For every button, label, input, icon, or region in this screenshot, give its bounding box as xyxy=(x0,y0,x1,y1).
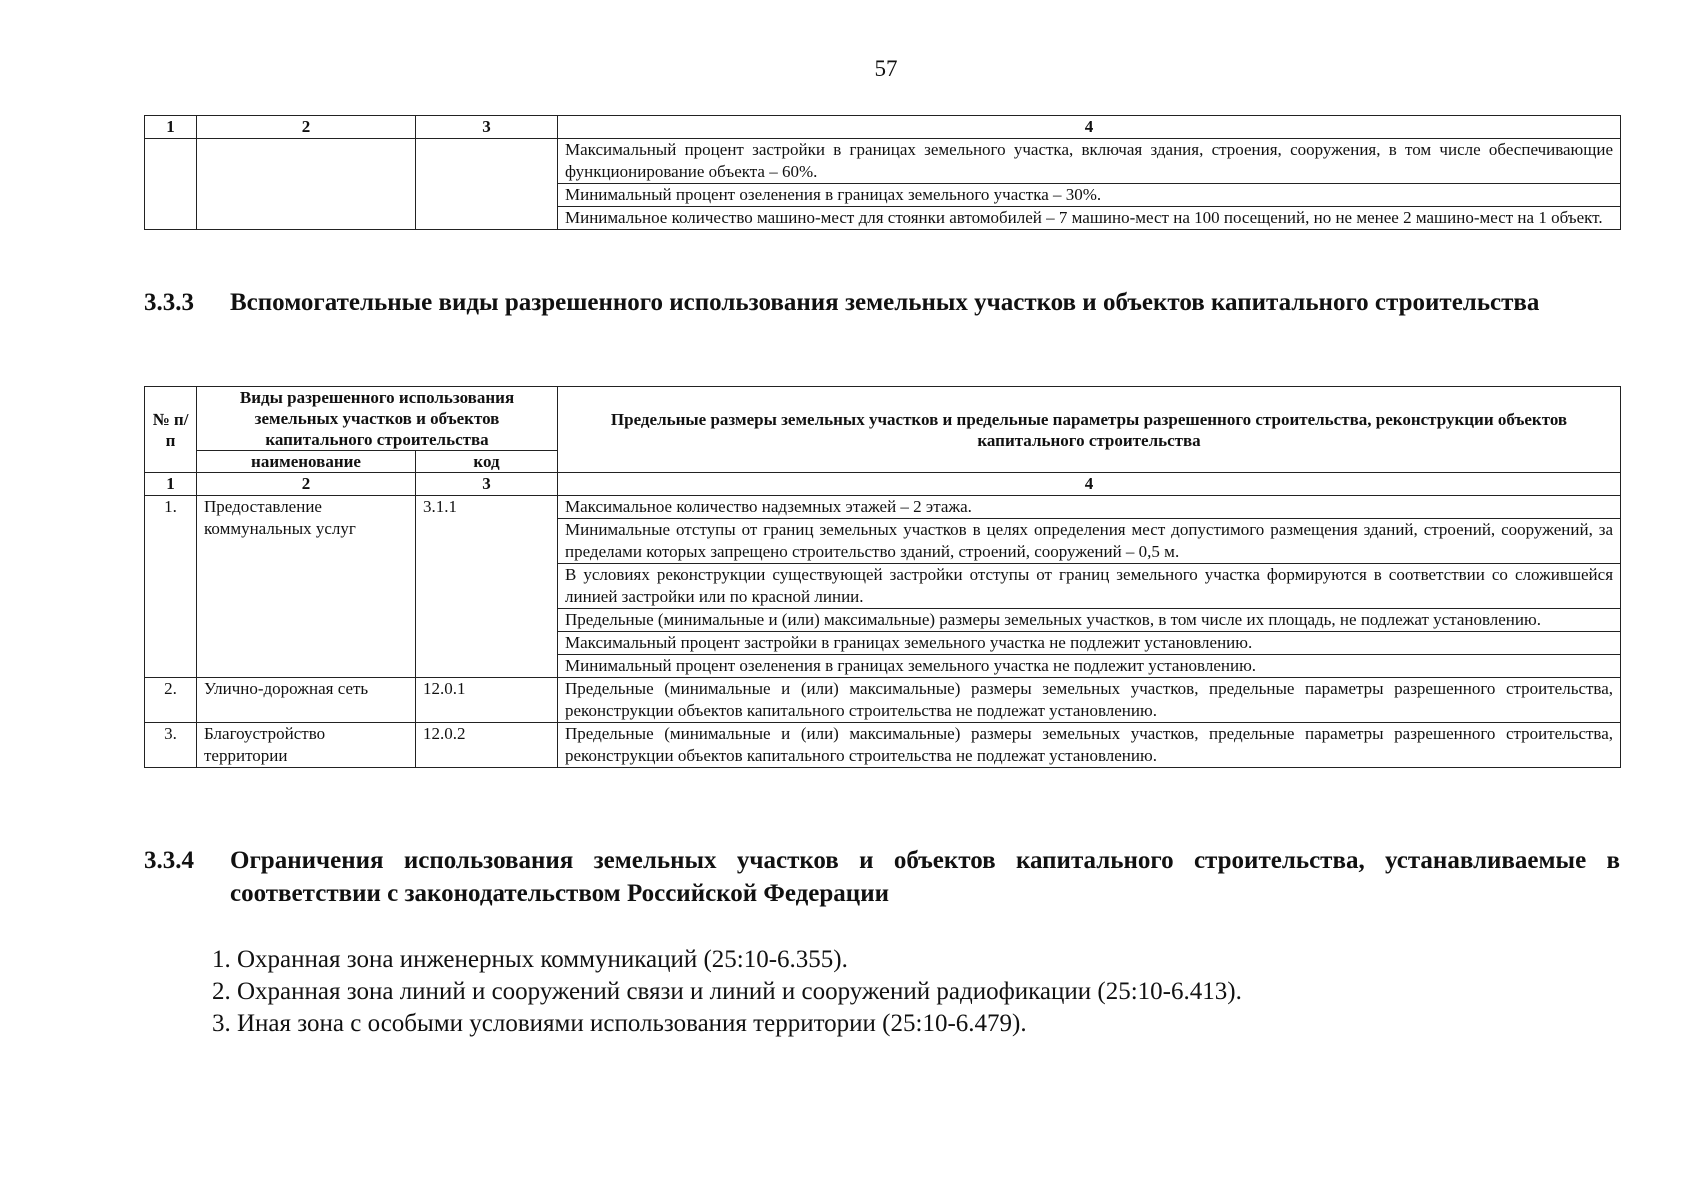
section-heading-333 xyxy=(144,286,1620,319)
param-cell: Минимальные отступы от границ земельных участков в целях определения мест допустимого размещения зданий, строений, сооружений, за пределами которых запрещено строительство зданий, строений, сооружений – 0,5 м. xyxy=(558,519,1621,564)
col-number-4: 4 xyxy=(558,473,1621,496)
param-cell: Максимальное количество надземных этажей – 2 этажа. xyxy=(558,496,1621,519)
col-number-4: 4 xyxy=(558,116,1621,139)
header-code: код xyxy=(416,451,558,473)
use-code: 3.1.1 xyxy=(416,496,558,678)
empty-cell xyxy=(145,139,197,230)
param-cell: Максимальный процент застройки в границах земельного участка, включая здания, строения, сооружения, в том числе обеспечивающие функционирование объекта – 60%. xyxy=(558,139,1621,184)
list-item: 2. Охранная зона линий и сооружений связи и линий и сооружений радиофикации (25:10-6.413). xyxy=(212,978,1242,1005)
row-number: 1. xyxy=(145,496,197,678)
table-row xyxy=(145,678,1621,723)
header-limits: Предельные размеры земельных участков и предельные параметры разрешенного строительства, реконструкции объектов капитального строительства xyxy=(558,387,1621,473)
param-cell: Предельные (минимальные и (или) максимальные) размеры земельных участков, предельные параметры разрешенного строительства, реконструкции объектов капитального строительства не подлежат установлению. xyxy=(558,723,1621,768)
header-use-types: Виды разрешенного использования земельных участков и объектов капитального строительства xyxy=(197,387,558,451)
use-name: Улично-дорожная сеть xyxy=(197,678,416,723)
list-item: 3. Иная зона с особыми условиями использования территории (25:10-6.479). xyxy=(212,1010,1027,1037)
col-number-3: 3 xyxy=(416,116,558,139)
use-name: Предоставление коммунальных услуг xyxy=(197,496,416,678)
param-cell: Минимальное количество машино-мест для стоянки автомобилей – 7 машино-мест на 100 посещений, но не менее 2 машино-мест на 1 объект. xyxy=(558,207,1621,230)
continuation-table xyxy=(144,115,1621,230)
column-numbers-row xyxy=(145,473,1621,496)
col-number-2: 2 xyxy=(197,116,416,139)
use-code: 12.0.1 xyxy=(416,678,558,723)
empty-cell xyxy=(197,139,416,230)
empty-cell xyxy=(416,139,558,230)
table-header-row xyxy=(145,387,1621,451)
param-cell: Минимальный процент озеленения в границах земельного участка – 30%. xyxy=(558,184,1621,207)
restrictions-list xyxy=(212,944,1242,1040)
section-number: 3.3.4 xyxy=(144,847,194,874)
section-number: 3.3.3 xyxy=(144,289,194,316)
col-number-1: 1 xyxy=(145,116,197,139)
table-row xyxy=(145,496,1621,519)
section-title: Ограничения использования земельных участков и объектов капитального строительства, устанавливаемые в соответствии с законодательством Российской Федерации xyxy=(230,847,1620,907)
row-number: 2. xyxy=(145,678,197,723)
col-number-3: 3 xyxy=(416,473,558,496)
use-name: Благоустройство территории xyxy=(197,723,416,768)
section-heading-334 xyxy=(144,844,1620,910)
param-cell: Предельные (минимальные и (или) максимальные) размеры земельных участков, предельные параметры разрешенного строительства, реконструкции объектов капитального строительства не подлежат установлению. xyxy=(558,678,1621,723)
use-code: 12.0.2 xyxy=(416,723,558,768)
param-cell: Максимальный процент застройки в границах земельного участка не подлежит установлению. xyxy=(558,632,1621,655)
table-row xyxy=(145,723,1621,768)
header-name: наименование xyxy=(197,451,416,473)
section-title: Вспомогательные виды разрешенного использования земельных участков и объектов капитального строительства xyxy=(230,289,1540,316)
col-number-2: 2 xyxy=(197,473,416,496)
aux-use-table xyxy=(144,386,1621,768)
param-cell: В условиях реконструкции существующей застройки отступы от границ земельного участка формируются в соответствии со сложившейся линией застройки или по красной линии. xyxy=(558,564,1621,609)
row-number: 3. xyxy=(145,723,197,768)
continuation-header-row xyxy=(145,116,1621,139)
col-number-1: 1 xyxy=(145,473,197,496)
param-cell: Предельные (минимальные и (или) максимальные) размеры земельных участков, в том числе их площадь, не подлежат установлению. xyxy=(558,609,1621,632)
header-number: № п/п xyxy=(145,387,197,473)
list-item: 1. Охранная зона инженерных коммуникаций (25:10-6.355). xyxy=(212,946,848,973)
table-row xyxy=(145,139,1621,184)
page-number: 57 xyxy=(874,56,898,81)
param-cell: Минимальный процент озеленения в границах земельного участка не подлежит установлению. xyxy=(558,655,1621,678)
